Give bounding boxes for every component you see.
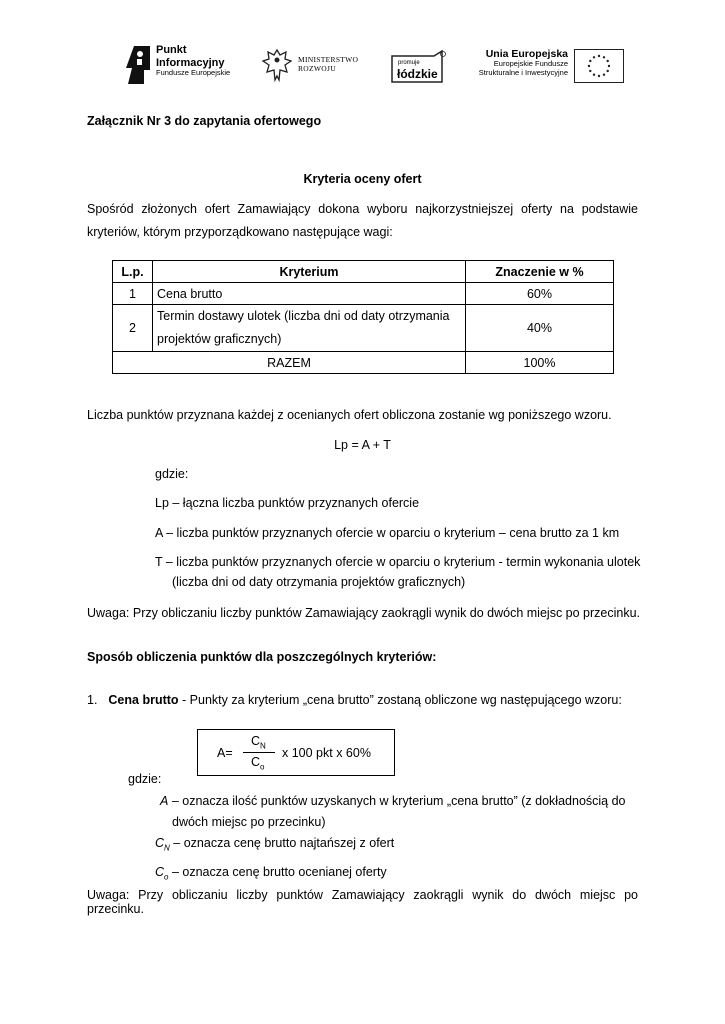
note-1: Uwaga: Przy obliczaniu liczby punktów Zamawiający zaokrągli wynik do dwóch miejsc po przecinku. (87, 606, 641, 620)
row2-name-line2: projektów graficznych) (157, 332, 282, 346)
row2-weight: 40% (466, 305, 614, 352)
definition2-a-line2: dwóch miejsc po przecinku) (172, 815, 326, 829)
fraction-line (243, 752, 275, 753)
criteria-table (112, 260, 614, 374)
intro-line-2: kryteriów, którym przyporządkowano następujące wagi: (87, 225, 393, 239)
def2-co-text: – oznacza cenę brutto ocenianej oferty (168, 865, 387, 879)
total-label: RAZEM (113, 352, 466, 374)
row1-lp: 1 (113, 283, 153, 305)
section-heading: Sposób obliczenia punktów dla poszczególnych kryteriów: (87, 650, 437, 664)
item-1 (87, 693, 622, 707)
formula-lhs: A= (217, 746, 233, 760)
col-header-kryterium: Kryterium (153, 261, 466, 283)
item1-rest: - Punkty za kryterium „cena brutto” zostaną obliczone wg następującego wzoru: (178, 693, 622, 707)
logo2-line2: ROZWOJU (298, 63, 336, 73)
denominator-base: C (251, 755, 261, 769)
definition-t-line1: T – liczba punktów przyznanych ofercie w oparciu o kryterium - termin wykonania ulotek (155, 555, 641, 569)
row1-name: Cena brutto (153, 283, 466, 305)
where-label-2: gdzie: (128, 772, 162, 786)
numerator-sub: N (260, 741, 266, 751)
logo-unia-europejska (468, 48, 628, 84)
page-title: Kryteria oceny ofert (303, 172, 422, 186)
def2-cn-base: C (155, 836, 165, 850)
def2-co-sub: o (164, 872, 169, 882)
logo3-small: promuje (398, 60, 420, 66)
logo4-line2: Europejskie Fundusze (493, 59, 568, 69)
definition2-co (155, 865, 387, 882)
def2-cn-sub: N (164, 843, 170, 853)
note-2: Uwaga: Przy obliczaniu liczby punktów Zamawiający zaokrągli wynik do dwóch miejsc po przecinku. (87, 888, 638, 916)
row2-name (153, 305, 466, 352)
logo1-line1: Punkt (156, 44, 187, 56)
numerator-base: C (251, 734, 261, 748)
polish-eagle-emblem-icon (262, 48, 292, 82)
logo1-line3: Fundusze Europejskie (156, 68, 231, 78)
eu-flag-icon (574, 49, 624, 83)
table-row (113, 283, 614, 305)
table-row (113, 305, 614, 352)
col-header-lp: L.p. (113, 261, 153, 283)
formula-rhs: x 100 pkt x 60% (282, 746, 371, 760)
logo-promuje-lodzkie (390, 50, 446, 84)
definition-a: A – liczba punktów przyznanych ofercie w oparciu o kryterium – cena brutto za 1 km (155, 526, 620, 540)
formula-box (197, 729, 395, 776)
item1-bold: Cena brutto (108, 693, 179, 707)
formula-lp: Lp = A + T (334, 438, 391, 452)
definition-lp: Lp – łączna liczba punktów przyznanych ofercie (155, 496, 420, 510)
col-header-znaczenie: Znaczenie w % (466, 261, 614, 283)
definition2-a-line1 (160, 794, 626, 808)
logo-punkt-informacyjny (124, 44, 244, 86)
definition-t-line2: (liczba dni od daty otrzymania projektów graficznych) (172, 575, 466, 589)
person-silhouette-icon (124, 44, 152, 86)
formula-numerator (251, 734, 266, 751)
row2-lp: 2 (113, 305, 153, 352)
row1-weight: 60% (466, 283, 614, 305)
where-label: gdzie: (155, 467, 189, 481)
item1-number: 1. (87, 693, 98, 707)
logo4-line1: Unia Europejska (485, 48, 568, 60)
logo4-line3: Strukturalne i Inwestycyjne (478, 67, 568, 77)
logo-ministerstwo-rozwoju (262, 48, 372, 84)
logo3-main: łódzkie (397, 67, 438, 81)
def2-a-symbol: A (160, 794, 169, 808)
total-value: 100% (466, 352, 614, 374)
row2-name-line1: Termin dostawy ulotek (liczba dni od daty otrzymania (157, 309, 450, 323)
points-intro: Liczba punktów przyznana każdej z ocenianych ofert obliczona zostanie wg poniższego wzoru. (87, 408, 612, 422)
attachment-label: Załącznik Nr 3 do zapytania ofertowego (87, 114, 322, 128)
def2-a-text: – oznacza ilość punktów uzyskanych w kryterium „cena brutto” (z dokładnością do (168, 794, 626, 808)
logo1-line2: Informacyjny (156, 56, 225, 69)
logo2-line1: MINISTERSTWO (298, 55, 359, 64)
definition2-cn (155, 836, 394, 853)
def2-co-base: C (155, 865, 165, 879)
intro-line-1: Spośród złożonych ofert Zamawiający dokona wyboru najkorzystniejszej oferty na podstawie (87, 202, 638, 216)
table-total-row (113, 352, 614, 374)
formula-denominator (251, 755, 264, 772)
denominator-sub: o (260, 762, 265, 772)
table-header-row (113, 261, 614, 283)
def2-cn-text: – oznacza cenę brutto najtańszej z ofert (169, 836, 395, 850)
